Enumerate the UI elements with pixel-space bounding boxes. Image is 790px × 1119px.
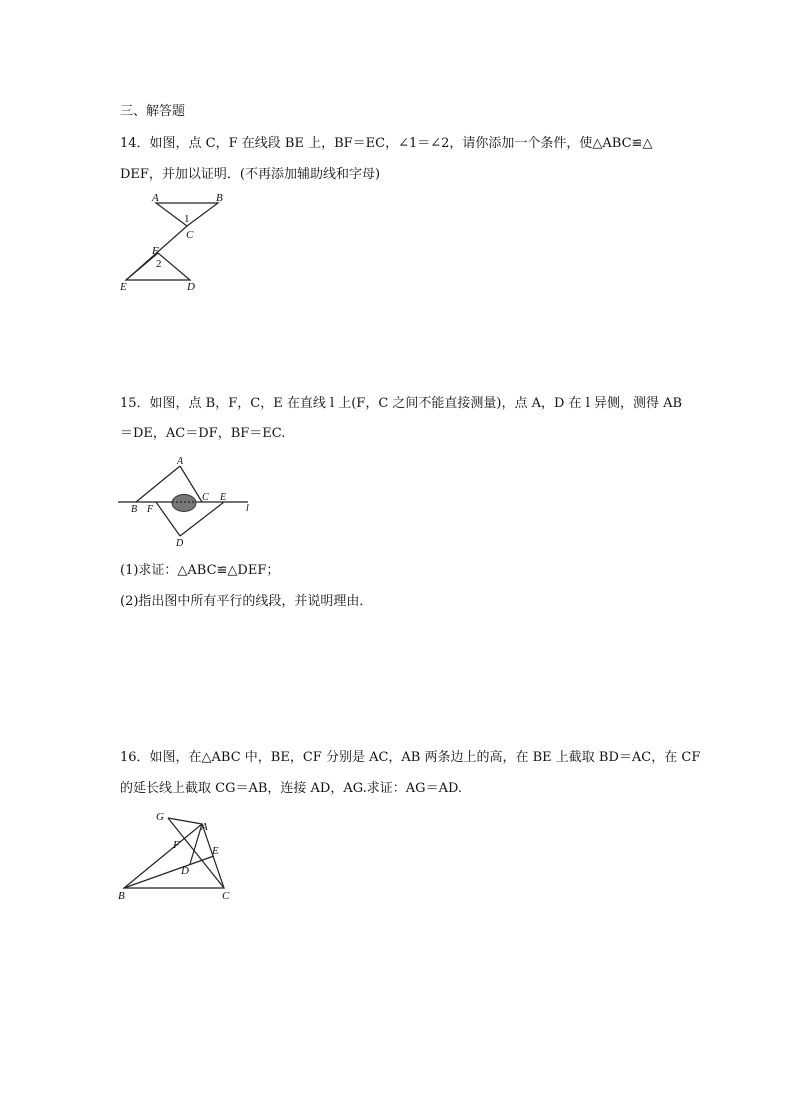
q14-text-line2: DEF，并加以证明．(不再添加辅助线和字母) (120, 167, 381, 182)
q16-text-line2: 的延长线上截取 CG＝AB，连接 AD，AG.求证：AG＝AD. (120, 781, 463, 796)
q16-label-b: B (118, 890, 125, 902)
q14-label-c: C (186, 229, 194, 241)
q14-figure (112, 188, 232, 296)
q16-segment-ag (168, 818, 202, 824)
q16-label-d: D (181, 865, 189, 877)
q16-label-e: E (212, 845, 219, 857)
q14-label-angle1: 1 (184, 213, 190, 225)
q14-label-d: D (187, 281, 195, 293)
q15-label-d: D (176, 538, 184, 549)
q15-subquestion-2: (2)指出图中所有平行的线段，并说明理由． (120, 594, 373, 609)
q15-subquestion-1: (1)求证：△ABC≌△DEF； (120, 563, 280, 578)
q16-text-line1: 16．如图，在△ABC 中，BE，CF 分别是 AC，AB 两条边上的高，在 BE 上截取 BD＝AC，在 CF (120, 750, 701, 765)
q15-label-a: A (177, 456, 184, 467)
q14-label-f: F (152, 245, 159, 257)
q14-label-a: A (152, 192, 159, 204)
q14-label-b: B (216, 192, 223, 204)
q16-label-g: G (156, 811, 164, 823)
q16-segment-be (124, 856, 214, 888)
q16-triangle-abc (124, 824, 224, 888)
q15-segment-ab (136, 466, 180, 502)
q15-obstacle-ellipse (172, 495, 196, 512)
q15-label-c: C (202, 492, 209, 503)
q16-label-f: F (173, 839, 180, 851)
section-title: 三、解答题 (120, 104, 186, 119)
q15-text-line1: 15．如图，点 B，F，C，E 在直线 l 上(F，C 之间不能直接测量)，点 A，D 在 l 异侧，测得 AB (120, 396, 683, 411)
q15-text-line2: ＝DE，AC＝DF，BF＝EC. (120, 426, 286, 441)
q15-label-l: l (246, 503, 249, 514)
q15-label-b: B (131, 504, 138, 515)
q16-label-a: A (201, 821, 208, 833)
q16-label-c: C (222, 890, 230, 902)
q14-label-angle2: 2 (156, 258, 162, 270)
q15-label-e: E (220, 492, 227, 503)
q14-label-e: E (120, 281, 127, 293)
q15-label-f: F (147, 504, 154, 515)
q16-figure (112, 806, 242, 904)
q14-text-line1: 14．如图，点 C，F 在线段 BE 上，BF＝EC，∠1＝∠2，请你添加一个条件，使△ABC≌△ (120, 136, 653, 151)
q15-figure (112, 452, 262, 552)
